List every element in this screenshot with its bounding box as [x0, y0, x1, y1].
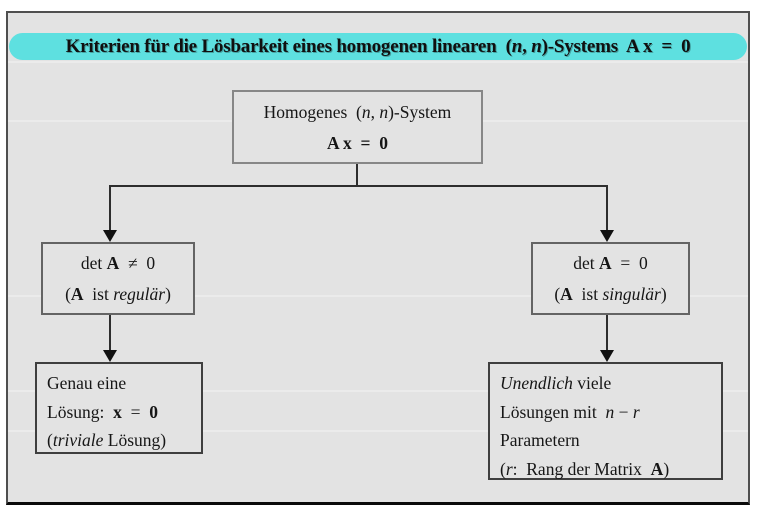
- connector-right-lower-stem: [606, 315, 608, 351]
- node-line: Genau eine: [47, 373, 127, 393]
- connector-right-drop: [606, 185, 608, 231]
- node-line: Lösung: x = 0: [47, 401, 158, 422]
- node-det-zero: [531, 242, 690, 315]
- scan-stripe: [8, 61, 748, 63]
- node-line: Homogenes (n, n)-System: [263, 102, 452, 122]
- diagram-title: Kriterien für die Lösbarkeit eines homogenen linearen (n, n)-Systems A x = 0: [65, 35, 691, 57]
- arrowhead-to-trivial-solution: [103, 350, 117, 362]
- connector-left-drop: [109, 185, 111, 231]
- diagram-frame: [6, 11, 750, 505]
- node-line: Lösungen mit n − r: [500, 401, 640, 422]
- node-det-nonzero: [41, 242, 195, 315]
- connector-left-lower-stem: [109, 315, 111, 351]
- node-line: det A = 0: [573, 253, 648, 273]
- node-infinite-solutions: [488, 362, 723, 480]
- arrowhead-to-regular-case: [103, 230, 117, 242]
- node-line: det A ≠ 0: [80, 253, 156, 273]
- arrowhead-to-infinite-solutions: [600, 350, 614, 362]
- node-line: (A ist singulär): [554, 284, 667, 304]
- node-line: Parametern: [500, 430, 580, 450]
- connector-top-stem: [356, 164, 358, 187]
- node-line: (r: Rang der Matrix A): [500, 458, 670, 479]
- node-line: Unendlich viele: [500, 373, 612, 393]
- node-trivial-solution: [35, 362, 203, 454]
- node-line: A x = 0: [326, 133, 389, 153]
- node-line: (A ist regulär): [65, 284, 171, 304]
- connector-split-line: [109, 185, 608, 187]
- arrowhead-to-singular-case: [600, 230, 614, 242]
- title-banner: [9, 33, 747, 60]
- node-line: (triviale Lösung): [47, 430, 167, 450]
- node-homogeneous-system: [232, 90, 483, 164]
